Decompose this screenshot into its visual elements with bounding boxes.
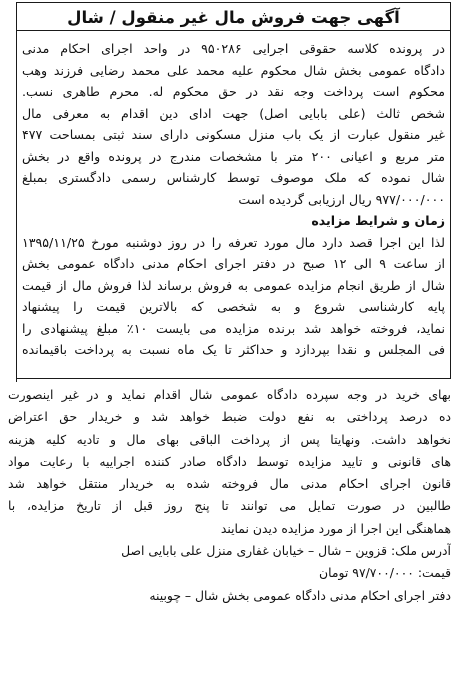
property-address: آدرس ملک: قزوین – شال – خیابان غفاری منزل علی بابایی اصل <box>121 543 451 559</box>
notice-title: آگهی جهت فروش مال غیر منقول / شال <box>67 7 400 27</box>
body-line: شال از طریق انجام مزایده عمومی به فروش برساند لذا فروش مال از قیمت <box>22 277 445 293</box>
body-line: هماهنگی این اجرا از مورد مزایده دیدن نمایند <box>220 520 451 536</box>
body-line: شال نموده که ملک موصوف توسط کارشناس رسمی دادگستری بمبلغ <box>22 170 445 185</box>
body-line: ۹۷۷/۰۰۰/۰۰۰ ریال ارزیابی گردیده است <box>238 191 445 207</box>
body-line: طالبین در صورت تمایل می توانند تا پنج روز قبل از تاریخ مزایده، با <box>8 498 451 514</box>
body-line: ده درصد پرداختی به نفع دولت ضبط خواهد شد و خریدار حق اعتراض <box>8 409 451 425</box>
body-line: های قانونی و تایید مزایده توسط دادگاه صادر کننده اجراییه با رعایت مواد <box>8 453 451 469</box>
body-line: پایه کارشناسی شروع و به شخصی که بالاترین قیمت را پیشنهاد <box>22 299 445 314</box>
body-line: لذا این اجرا قصد دارد مال مورد تعرفه را در روز دوشنبه مورخ ۱۳۹۵/۱۱/۲۵ <box>22 234 445 250</box>
body-line: شخص ثالث (علی بابایی اصل) جهت ادای دین اقدام به معرفی مال <box>22 105 445 121</box>
body-line: در پرونده کلاسه حقوقی اجرایی ۹۵۰۲۸۶ در واحد اجرای احکام مدنی <box>22 41 445 56</box>
title-bar <box>16 4 451 31</box>
body-line: از ساعت ۹ الی ۱۲ صبح در دفتر اجرای احکام مدنی دادگاه عمومی بخش <box>22 256 445 271</box>
body-line: محکوم است پرداخت وجه نقد در حق محکوم له. محرم طاهری نسب. <box>22 84 445 99</box>
notice-body-continued <box>8 384 451 607</box>
section-heading: زمان و شرایط مزایده <box>311 213 445 228</box>
body-line: نخواهد داشت. ونهایتا پس از پرداخت الباقی بهای مال و تادیه کلیه هزینه <box>8 431 451 447</box>
body-line: متر مربع و اعیانی ۲۰۰ متر با مشخصات مندرج در پرونده واقع در بخش <box>22 148 445 164</box>
signature-office: دفتر اجرای احکام مدنی دادگاه عمومی بخش شال – چوبینه <box>149 587 451 603</box>
price: قیمت: ۹۷/۷۰۰/۰۰۰ تومان <box>318 565 451 581</box>
notice-body-framed <box>22 38 445 361</box>
frame-corner <box>16 374 17 382</box>
body-line: قانون اجرای احکام مدنی مال فروخته شده به خریدار منتقل خواهد شد <box>8 476 451 492</box>
frame-divider <box>16 378 451 382</box>
body-line: غیر منقول عبارت از یک باب منزل مسکونی دارای سند ثبتی بمساحت ۴۷۷ <box>22 127 445 142</box>
body-line: نماید، فروخته خواهد شد برنده مزایده می بایست ۱۰٪ مبلغ پیشنهادی را <box>22 320 445 336</box>
body-line: بهای خرید در وجه سپرده دادگاه عمومی شال اقدام نماید و در غیر اینصورت <box>8 387 451 402</box>
body-line: فی المجلس و نقدا بپردازد و حداکثر تا یک ماه نسبت به پرداخت باقیمانده <box>22 342 445 357</box>
body-line: دادگاه عمومی بخش شال محکوم علیه محمد علی محمد رضایی فرزند وهب <box>22 62 445 78</box>
